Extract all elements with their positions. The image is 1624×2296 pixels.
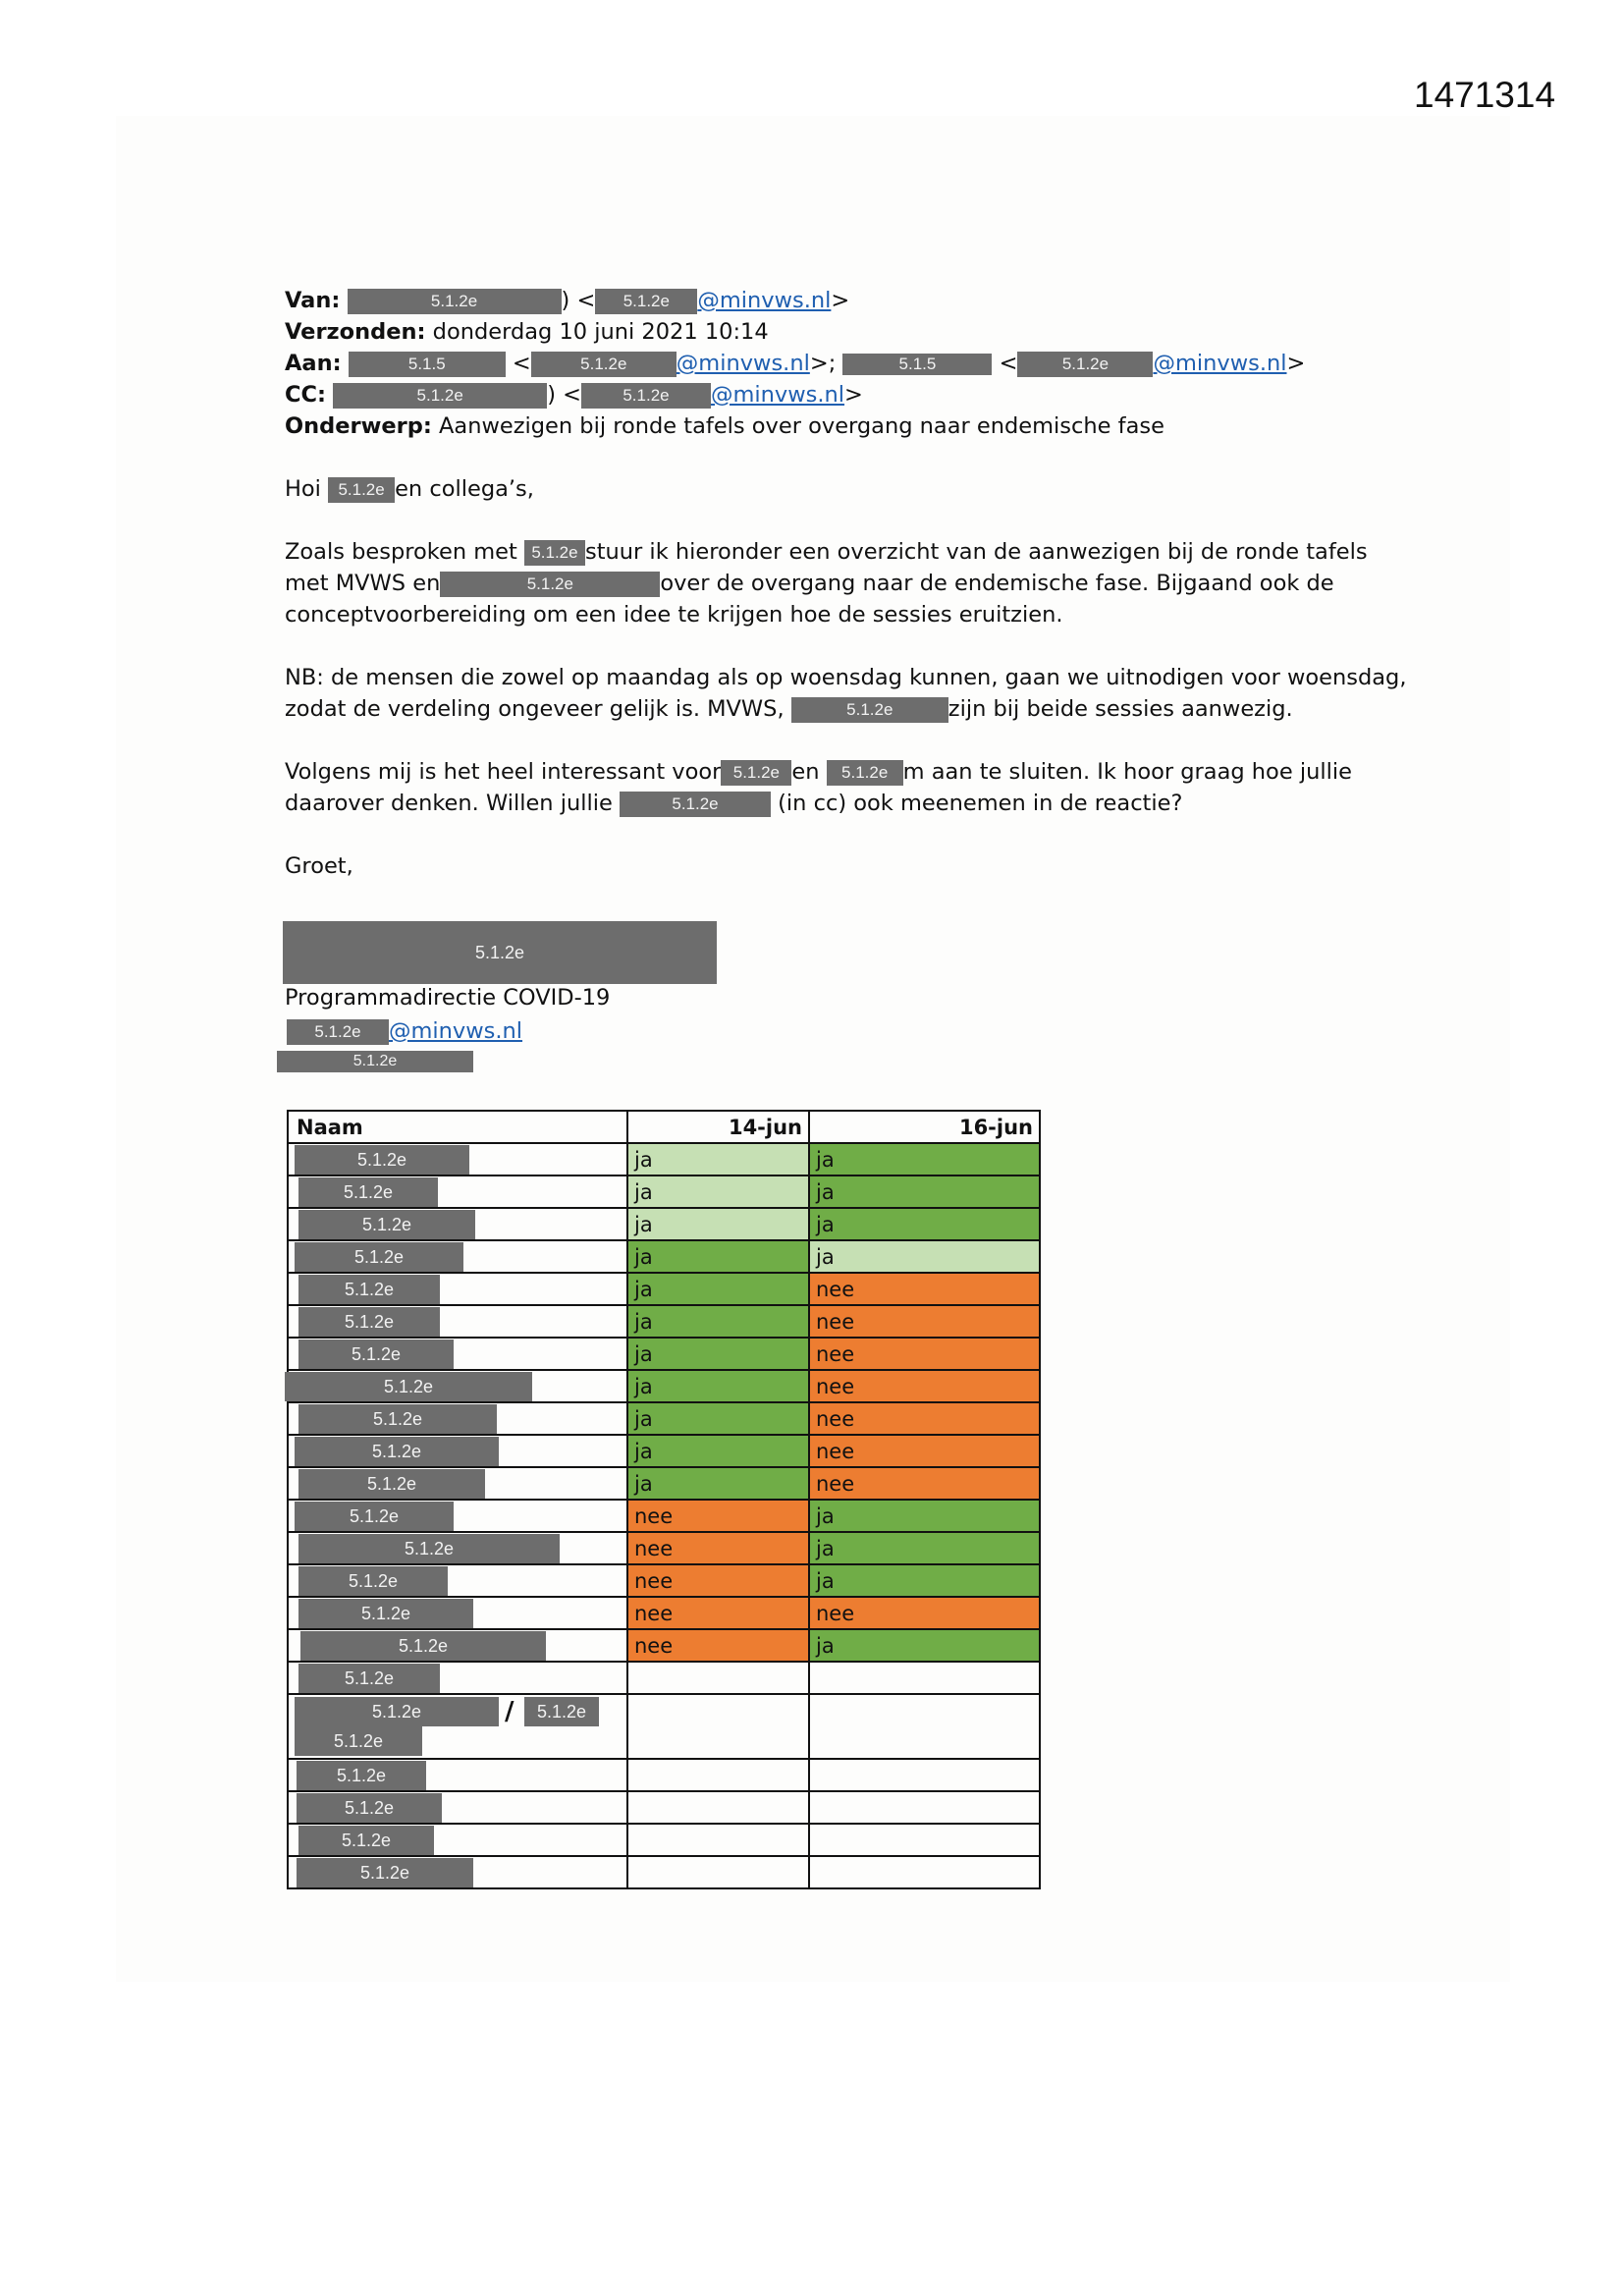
name-cell xyxy=(288,1694,627,1759)
redaction: 5.1.2e xyxy=(298,1469,485,1499)
cell-16-jun: ja xyxy=(809,1240,1040,1273)
cell-14-jun: nee xyxy=(627,1629,809,1662)
name-cell xyxy=(288,1629,627,1662)
text: (in cc) ook meenemen in de reactie? xyxy=(778,791,1183,816)
text: m aan te sluiten. Ik hoor graag hoe jullie xyxy=(902,759,1352,785)
redaction: 5.1.2e xyxy=(295,1242,463,1272)
table-row xyxy=(288,1240,1040,1273)
cell-14-jun xyxy=(627,1662,809,1694)
paragraph-2-line-1: NB: de mensen die zowel op maandag als op woensdag kunnen, gaan we uitnodigen voor woensdag, xyxy=(285,665,1407,690)
greeting-text: en collega’s, xyxy=(395,476,534,502)
name-cell xyxy=(288,1435,627,1467)
text: en xyxy=(791,759,820,785)
redaction: 5.1.2e xyxy=(348,289,562,314)
redaction: 5.1.2e xyxy=(300,1631,546,1661)
cell-14-jun xyxy=(627,1856,809,1888)
redaction: 5.1.2e xyxy=(440,572,660,597)
redaction: 5.1.2e xyxy=(295,1697,499,1726)
slash-separator: / xyxy=(505,1697,514,1726)
cell-16-jun: nee xyxy=(809,1338,1040,1370)
name-cell xyxy=(288,1240,627,1273)
cell-14-jun: ja xyxy=(627,1435,809,1467)
name-cell xyxy=(288,1175,627,1208)
cell-16-jun xyxy=(809,1856,1040,1888)
redaction: 5.1.2e xyxy=(277,1051,473,1072)
cell-14-jun: ja xyxy=(627,1208,809,1240)
redaction: 5.1.2e xyxy=(298,1566,448,1596)
redaction: 5.1.2e xyxy=(285,1372,532,1401)
table-row xyxy=(288,1338,1040,1370)
name-cell xyxy=(288,1305,627,1338)
cell-16-jun: nee xyxy=(809,1435,1040,1467)
cell-14-jun: ja xyxy=(627,1338,809,1370)
table-row xyxy=(288,1564,1040,1597)
from-label: Van: xyxy=(285,288,341,313)
redaction: 5.1.2e xyxy=(287,1019,389,1045)
cell-14-jun: ja xyxy=(627,1467,809,1500)
text: Zoals besproken met xyxy=(285,539,517,565)
text: met MVWS en xyxy=(285,571,441,596)
redaction: 5.1.2e xyxy=(298,1177,438,1207)
redaction: 5.1.2e xyxy=(298,1307,440,1337)
name-cell xyxy=(288,1338,627,1370)
paragraph-3-line-2 xyxy=(285,788,1384,819)
redaction: 5.1.2e xyxy=(827,760,903,786)
cell-16-jun xyxy=(809,1791,1040,1824)
cell-14-jun: nee xyxy=(627,1500,809,1532)
subject-line xyxy=(285,410,1384,442)
redaction: 5.1.2e xyxy=(524,1697,599,1726)
cell-14-jun xyxy=(627,1824,809,1856)
redaction: 5.1.2e xyxy=(333,383,547,409)
text: stuur ik hieronder een overzicht van de aanwezigen bij de ronde tafels xyxy=(584,539,1368,565)
cell-16-jun: ja xyxy=(809,1143,1040,1175)
header-naam: Naam xyxy=(288,1111,627,1143)
email-link[interactable]: @minvws.nl xyxy=(389,1018,523,1044)
cc-label: CC: xyxy=(285,382,327,408)
email-link[interactable]: @minvws.nl xyxy=(1153,351,1287,376)
redaction: 5.1.2e xyxy=(295,1726,422,1756)
cell-14-jun: nee xyxy=(627,1532,809,1564)
name-cell xyxy=(288,1597,627,1629)
redaction: 5.1.2e xyxy=(721,760,791,786)
table-row xyxy=(288,1467,1040,1500)
cell-16-jun: nee xyxy=(809,1402,1040,1435)
redaction: 5.1.2e xyxy=(298,1664,440,1693)
sent-label: Verzonden: xyxy=(285,319,426,345)
cell-14-jun: ja xyxy=(627,1402,809,1435)
email-link[interactable]: @minvws.nl xyxy=(697,288,832,313)
table-row xyxy=(288,1856,1040,1888)
cell-14-jun xyxy=(627,1694,809,1759)
text: Volgens mij is het heel interessant voor xyxy=(285,759,722,785)
paragraph-1-line-3: conceptvoorbereiding om een idee te krijgen hoe de sessies eruitzien. xyxy=(285,602,1063,628)
redaction: 5.1.2e xyxy=(531,352,677,377)
name-cell xyxy=(288,1662,627,1694)
cell-16-jun: ja xyxy=(809,1500,1040,1532)
redaction: 5.1.2e xyxy=(298,1534,560,1563)
header-14-jun: 14-jun xyxy=(627,1111,809,1143)
table-row xyxy=(288,1791,1040,1824)
text: zijn bij beide sessies aanwezig. xyxy=(947,696,1293,722)
email-link[interactable]: @minvws.nl xyxy=(710,382,845,408)
cell-16-jun: nee xyxy=(809,1370,1040,1402)
signature-department: Programmadirectie COVID-19 xyxy=(285,985,611,1011)
redaction: 5.1.2e xyxy=(297,1761,426,1790)
cell-16-jun: nee xyxy=(809,1467,1040,1500)
cell-16-jun xyxy=(809,1824,1040,1856)
table-row xyxy=(288,1597,1040,1629)
cell-16-jun: ja xyxy=(809,1208,1040,1240)
table-row xyxy=(288,1629,1040,1662)
table-row xyxy=(288,1208,1040,1240)
redaction: 5.1.2e xyxy=(328,477,395,503)
cell-14-jun: ja xyxy=(627,1370,809,1402)
cell-16-jun xyxy=(809,1759,1040,1791)
cc-line: CC: 5.1.2e ) < 5.1.2e @minvws.nl> xyxy=(285,382,863,408)
table-row xyxy=(288,1824,1040,1856)
subject-value: Aanwezigen bij ronde tafels over overgang naar endemische fase xyxy=(439,413,1164,439)
table-row xyxy=(288,1435,1040,1467)
redaction: 5.1.2e xyxy=(298,1210,475,1239)
cell-16-jun: nee xyxy=(809,1305,1040,1338)
signature-email xyxy=(287,1015,522,1047)
table-row xyxy=(288,1143,1040,1175)
paragraph-3-line-1 xyxy=(285,756,1384,788)
redaction: 5.1.5 xyxy=(349,352,506,377)
sent-value: donderdag 10 juni 2021 10:14 xyxy=(432,319,769,345)
cell-16-jun: ja xyxy=(809,1629,1040,1662)
name-cell xyxy=(288,1273,627,1305)
cell-16-jun: ja xyxy=(809,1532,1040,1564)
attendance-table xyxy=(287,1110,1041,1889)
cell-14-jun xyxy=(627,1791,809,1824)
name-cell xyxy=(288,1500,627,1532)
table-row xyxy=(288,1175,1040,1208)
cell-16-jun: nee xyxy=(809,1597,1040,1629)
greeting xyxy=(285,473,1384,505)
to-label: Aan: xyxy=(285,351,342,376)
table-row xyxy=(288,1694,1040,1759)
cell-14-jun: ja xyxy=(627,1175,809,1208)
redaction: 5.1.2e xyxy=(581,383,711,409)
name-cell xyxy=(288,1532,627,1564)
redaction: 5.1.2e xyxy=(295,1145,469,1175)
redaction: 5.1.2e xyxy=(1017,352,1153,377)
name-cell xyxy=(288,1856,627,1888)
header-16-jun: 16-jun xyxy=(809,1111,1040,1143)
name-cell xyxy=(288,1564,627,1597)
cell-16-jun: ja xyxy=(809,1564,1040,1597)
redaction: 5.1.2e xyxy=(298,1404,497,1434)
paragraph-1-line-1 xyxy=(285,536,1384,568)
redaction: 5.1.5 xyxy=(842,354,992,375)
redaction: 5.1.2e xyxy=(298,1599,473,1628)
redaction: 5.1.2e xyxy=(297,1793,442,1823)
cell-14-jun: nee xyxy=(627,1564,809,1597)
cell-16-jun xyxy=(809,1694,1040,1759)
name-cell xyxy=(288,1370,627,1402)
redaction: 5.1.2e xyxy=(524,540,585,566)
text: zodat de verdeling ongeveer gelijk is. MVWS, xyxy=(285,696,785,722)
cell-14-jun: nee xyxy=(627,1597,809,1629)
redaction: 5.1.2e xyxy=(295,1437,499,1466)
document-number: 1471314 xyxy=(1414,75,1556,115)
closing: Groet, xyxy=(285,853,353,879)
table-header-row xyxy=(288,1111,1040,1143)
name-cell xyxy=(288,1824,627,1856)
redaction: 5.1.2e xyxy=(620,792,771,817)
redaction-signature-name: 5.1.2e xyxy=(283,921,717,984)
to-line: Aan: 5.1.5 < 5.1.2e @minvws.nl>; 5.1.5 < 5.1.2e @minvws.nl> xyxy=(285,351,1306,376)
name-cell xyxy=(288,1759,627,1791)
cell-16-jun xyxy=(809,1662,1040,1694)
table-row xyxy=(288,1370,1040,1402)
cell-16-jun: nee xyxy=(809,1273,1040,1305)
name-cell xyxy=(288,1402,627,1435)
name-cell xyxy=(288,1143,627,1175)
sent-line xyxy=(285,316,1384,348)
redaction: 5.1.2e xyxy=(595,289,697,314)
table-row xyxy=(288,1273,1040,1305)
paragraph-1-line-2 xyxy=(285,568,1384,599)
text: daarover denken. Willen jullie xyxy=(285,791,613,816)
text: over de overgang naar de endemische fase. Bijgaand ook de xyxy=(660,571,1334,596)
redaction: 5.1.2e xyxy=(298,1339,454,1369)
table-row xyxy=(288,1402,1040,1435)
cell-14-jun: ja xyxy=(627,1305,809,1338)
table-row xyxy=(288,1532,1040,1564)
redaction: 5.1.2e xyxy=(791,697,948,723)
from-line: Van: 5.1.2e ) < 5.1.2e @minvws.nl> xyxy=(285,288,850,313)
table-row xyxy=(288,1500,1040,1532)
cell-16-jun: ja xyxy=(809,1175,1040,1208)
redaction: 5.1.2e xyxy=(298,1826,434,1855)
redaction: 5.1.2e xyxy=(297,1858,473,1887)
paragraph-2-line-2 xyxy=(285,693,1384,725)
redaction: 5.1.2e xyxy=(295,1502,454,1531)
email-body xyxy=(285,285,1407,882)
cell-14-jun: ja xyxy=(627,1143,809,1175)
name-cell xyxy=(288,1791,627,1824)
cell-14-jun: ja xyxy=(627,1273,809,1305)
cell-14-jun xyxy=(627,1759,809,1791)
table-row xyxy=(288,1305,1040,1338)
cell-14-jun: ja xyxy=(627,1240,809,1273)
greeting-text: Hoi xyxy=(285,476,321,502)
name-cell xyxy=(288,1467,627,1500)
table-row xyxy=(288,1662,1040,1694)
email-link[interactable]: @minvws.nl xyxy=(676,351,810,376)
signature-phone xyxy=(277,1051,473,1072)
name-cell xyxy=(288,1208,627,1240)
redaction: 5.1.2e xyxy=(298,1275,440,1304)
subject-label: Onderwerp: xyxy=(285,413,432,439)
table-row xyxy=(288,1759,1040,1791)
